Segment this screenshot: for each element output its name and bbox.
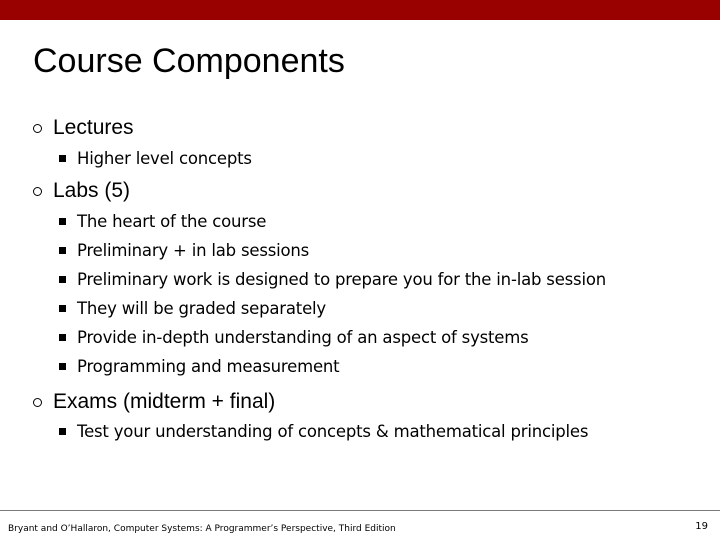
top-accent-bar <box>0 0 720 20</box>
slide-title: Course Components <box>33 42 345 80</box>
list-item-text: Provide in-depth understanding of an aspect of systems <box>77 328 529 347</box>
section-heading: Exams (midterm + final) <box>53 390 276 413</box>
filled-square-icon <box>59 332 77 344</box>
list-item-text: They will be graded separately <box>77 299 326 318</box>
filled-square-icon <box>59 303 77 315</box>
page-number: 19 <box>695 521 708 532</box>
footer-citation: Bryant and O’Hallaron, Computer Systems: A Programmer’s Perspective, Third Edition <box>8 524 396 534</box>
list-item <box>59 422 588 441</box>
filled-square-icon <box>59 216 77 228</box>
hollow-circle-icon <box>33 394 53 410</box>
list-item-text: Programming and measurement <box>77 357 340 376</box>
filled-square-icon <box>59 426 77 438</box>
filled-square-icon <box>59 245 77 257</box>
section-heading: Lectures <box>53 116 134 139</box>
hollow-circle-icon <box>33 183 53 199</box>
section-exams <box>33 390 275 414</box>
list-item <box>59 149 252 168</box>
section-labs <box>33 179 130 203</box>
hollow-circle-icon <box>33 120 53 136</box>
list-item-text: Preliminary work is designed to prepare you for the in-lab session <box>77 270 606 289</box>
section-heading: Labs (5) <box>53 179 131 202</box>
list-item <box>59 328 529 347</box>
list-item <box>59 270 606 289</box>
list-item-text: Test your understanding of concepts & mathematical principles <box>77 422 589 441</box>
section-lectures <box>33 116 134 140</box>
footer-divider <box>0 510 720 511</box>
list-item <box>59 299 326 318</box>
list-item <box>59 241 309 260</box>
filled-square-icon <box>59 361 77 373</box>
list-item <box>59 357 339 376</box>
list-item-text: The heart of the course <box>77 212 267 231</box>
filled-square-icon <box>59 274 77 286</box>
list-item-text: Higher level concepts <box>77 149 252 168</box>
list-item-text: Preliminary + in lab sessions <box>77 241 310 260</box>
filled-square-icon <box>59 153 77 165</box>
list-item <box>59 212 266 231</box>
